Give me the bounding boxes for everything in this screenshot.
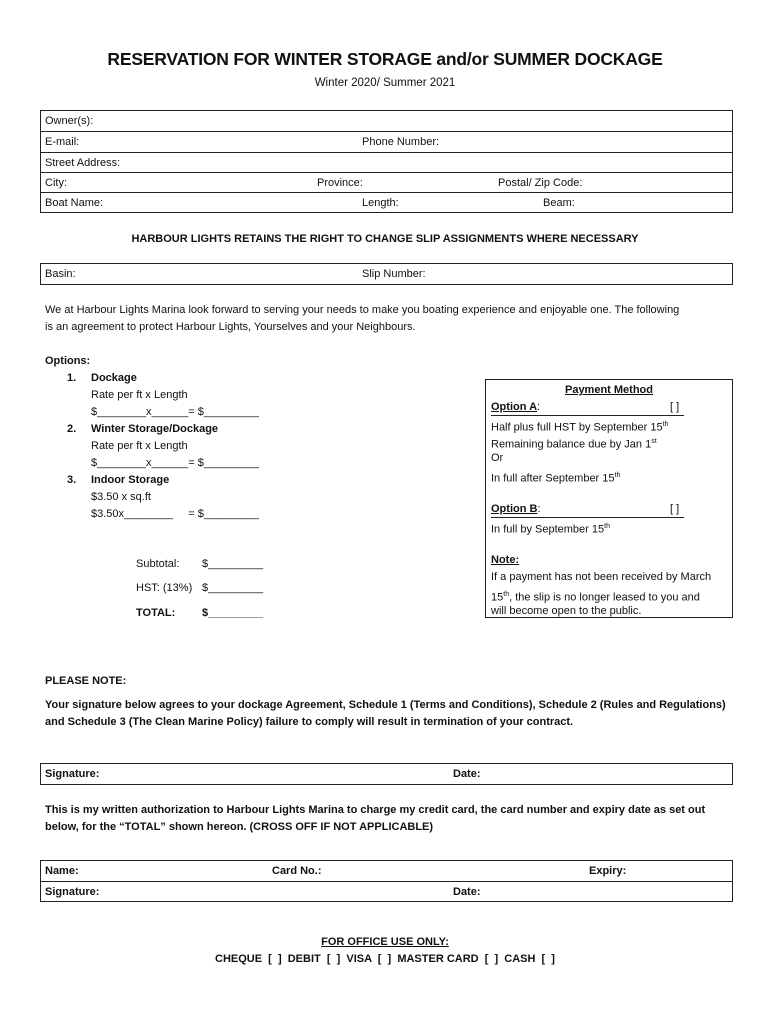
signature-box — [40, 763, 733, 785]
street-row — [41, 152, 732, 173]
owners-row — [41, 111, 732, 131]
option-title: Dockage — [91, 372, 137, 384]
subtotal-field[interactable]: $_________ — [202, 558, 264, 570]
slip-number-field[interactable]: Slip Number: — [362, 268, 426, 280]
option-a-detail-2: Remaining balance due by Jan 1st — [491, 438, 657, 451]
option-rate-line: Rate per ft x Length — [91, 440, 188, 452]
intro-line-2: is an agreement to protect Harbour Lights, Yourselves and your Neighbours. — [45, 321, 416, 333]
card-date-field[interactable]: Date: — [453, 886, 481, 898]
email-field[interactable]: E-mail: — [45, 136, 80, 148]
options-heading: Options: — [45, 355, 91, 367]
option-a-line: Option A: — [491, 399, 684, 416]
city-field[interactable]: City: — [45, 177, 67, 189]
option-calc-line[interactable]: $________x______= $_________ — [91, 406, 259, 418]
season-subtitle: Winter 2020/ Summer 2021 — [314, 77, 456, 89]
intro-line-1: We at Harbour Lights Marina look forward to serving your needs to make you boating experience and enjoyable one. The following — [45, 304, 680, 316]
payment-method-heading: Payment Method — [564, 384, 653, 396]
card-signature-field[interactable]: Signature: — [45, 886, 100, 898]
expiry-field[interactable]: Expiry: — [589, 865, 627, 877]
payment-type-checkboxes[interactable]: CHEQUE [ ] DEBIT [ ] VISA [ ] MASTER CARD [ ] CASH [ ] — [215, 953, 555, 965]
total-field[interactable]: $_________ — [202, 607, 264, 619]
note-line-2: 15th, the slip is no longer leased to you and — [491, 591, 700, 604]
province-field[interactable]: Province: — [317, 177, 363, 189]
slip-box — [40, 263, 733, 285]
intro-paragraph — [45, 302, 745, 336]
option-b-detail-1: In full by September 15th — [491, 523, 610, 536]
authorization-paragraph — [45, 802, 745, 836]
authorization-line-2: below, for the “TOTAL” shown hereon. (CROSS OFF IF NOT APPLICABLE) — [45, 821, 434, 833]
option-b-checkbox[interactable]: [ ] — [670, 503, 680, 515]
agreement-paragraph — [45, 697, 745, 731]
boat-name-field[interactable]: Boat Name: — [45, 197, 104, 209]
cardholder-name-field[interactable]: Name: — [45, 865, 79, 877]
option-b-line: Option B: — [491, 501, 684, 518]
card-row — [41, 861, 732, 881]
option-a-checkbox[interactable]: [ ] — [670, 401, 680, 413]
phone-field[interactable]: Phone Number: — [362, 136, 440, 148]
option-dockage — [67, 370, 287, 421]
signature-field[interactable]: Signature: — [45, 768, 100, 780]
option-indoor-storage — [67, 472, 287, 523]
hst-field[interactable]: $_________ — [202, 582, 264, 594]
note-line-1: If a payment has not been received by March — [491, 571, 712, 583]
owners-field[interactable]: Owner(s): — [45, 115, 94, 127]
option-number: 1. — [67, 372, 77, 384]
option-rate-line: Rate per ft x Length — [91, 389, 188, 401]
length-field[interactable]: Length: — [362, 197, 399, 209]
option-a-detail-1: Half plus full HST by September 15th — [491, 421, 669, 434]
option-a-detail-4: In full after September 15th — [491, 472, 621, 485]
note-label: Note: — [491, 554, 520, 566]
option-a-label: Option A — [491, 401, 538, 413]
option-title: Indoor Storage — [91, 474, 170, 486]
option-calc-line[interactable]: $3.50x________ = $_________ — [91, 508, 259, 520]
agreement-line-1: Your signature below agrees to your dockage Agreement, Schedule 1 (Terms and Conditions), Schedule 2 (Rules and Regulations) — [45, 699, 726, 711]
city-row — [41, 172, 732, 193]
postal-code-field[interactable]: Postal/ Zip Code: — [498, 177, 583, 189]
payment-method-box — [485, 379, 733, 618]
option-number: 3. — [67, 474, 77, 486]
beam-field[interactable]: Beam: — [543, 197, 575, 209]
subtotal-label: Subtotal: — [136, 558, 180, 570]
card-signature-row — [41, 881, 732, 902]
owner-info-box — [40, 110, 733, 213]
option-calc-line[interactable]: $________x______= $_________ — [91, 457, 259, 469]
authorization-line-1: This is my written authorization to Harbour Lights Marina to charge my credit card, the card number and expiry date as set out — [45, 804, 706, 816]
page-title: RESERVATION FOR WINTER STORAGE and/or SUMMER DOCKAGE — [107, 49, 663, 69]
option-rate-line: $3.50 x sq.ft — [91, 491, 151, 503]
office-use-heading: FOR OFFICE USE ONLY: — [321, 936, 449, 948]
boat-row — [41, 192, 732, 213]
option-a-detail-3: Or — [491, 452, 504, 464]
basin-field[interactable]: Basin: — [45, 268, 76, 280]
credit-card-box — [40, 860, 733, 902]
street-address-field[interactable]: Street Address: — [45, 157, 121, 169]
date-field[interactable]: Date: — [453, 768, 481, 780]
total-label: TOTAL: — [136, 607, 176, 619]
option-winter-storage — [67, 421, 287, 472]
option-title: Winter Storage/Dockage — [91, 423, 219, 435]
option-b-label: Option B — [491, 503, 538, 515]
option-number: 2. — [67, 423, 77, 435]
please-note-heading: PLEASE NOTE: — [45, 675, 127, 687]
note-line-3: will become open to the public. — [491, 605, 642, 617]
card-number-field[interactable]: Card No.: — [272, 865, 322, 877]
hst-label: HST: (13%) — [136, 582, 193, 594]
slip-notice: HARBOUR LIGHTS RETAINS THE RIGHT TO CHANGE SLIP ASSIGNMENTS WHERE NECESSARY — [131, 233, 639, 245]
agreement-line-2: and Schedule 3 (The Clean Marine Policy) failure to comply will result in termination of your contract. — [45, 716, 574, 728]
email-row — [41, 131, 732, 152]
